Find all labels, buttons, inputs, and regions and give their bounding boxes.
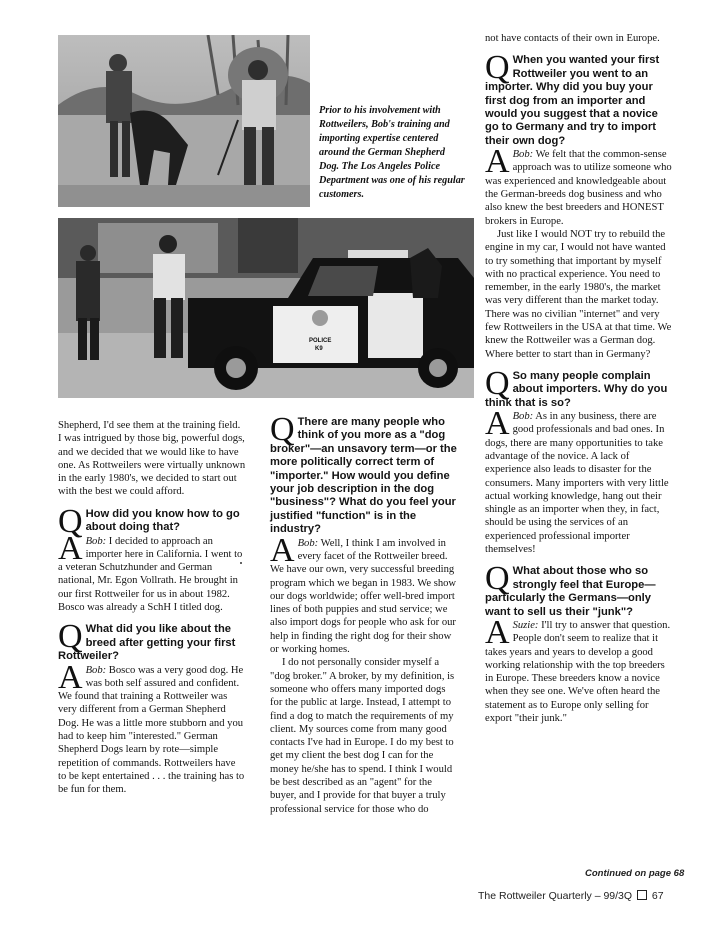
question-text: What about those who so strongly feel that Europe—particularly the Germans—only want to sell us their "junk"? (485, 565, 656, 618)
answer-text: Bosco was a very good dog. He was both self assured and confident. We found that training a Rottweiler was very different from a German Shepherd Dog. He was a little more stubborn and you had to keep him "interested." German Shepherd Dogs learn by rote—simple repetition of commands. Rottweilers have to be kept entertained . . . the training has to be fun for them. (58, 664, 245, 796)
col3-intro: not have contacts of their own in Europe. (485, 33, 660, 44)
q-initial: Q (58, 502, 83, 540)
a-initial: A (270, 531, 295, 569)
answer-3-continued: I do not personally consider myself a "dog broker." A broker, by my definition, is someone who offers many imported dogs for the public at large. Instead, I attempt to find a dog to match the requirements of my client. My sources come from many good contacts I've had in Europe. I do my best to get my client the best dog I can for the money he/she has to spend. I think I would be best described as an "agent" for the buyer, and I provide for that buyer a truly professional service for those who do (270, 657, 455, 815)
question-1 (58, 502, 246, 540)
col1-intro: Shepherd, I'd see them at the training field. I was intrigued by those big, powerful dogs, and we decided that we would like to have one. As Rottweilers were virtually unknown in the early 1980's, we decided to start out with the best we could afford. (58, 420, 246, 498)
speaker: Bob: (297, 537, 319, 549)
question-5 (485, 364, 673, 410)
page-footer (478, 890, 664, 902)
question-2 (58, 618, 246, 663)
answer-text: We felt that the common-sense approach was to utilize someone who was experienced and knowledgeable about the German-breeds dog business and who also knew the best breeders and HONEST brokers in Europe. (485, 149, 672, 227)
answer-text: I'll try to answer that question. People don't seem to realize that it takes years and years to develop a good working relationship with the top breeders in Europe. These breeders know a novice when they see one. We've often heard the statement as to Europe only selling for export "their junk." (485, 620, 671, 725)
answer-4 (485, 143, 673, 228)
a-initial: A (58, 658, 83, 696)
publication-name: The Rottweiler Quarterly – 99/3Q (478, 890, 633, 902)
square-icon (637, 890, 647, 900)
q-initial: Q (270, 411, 295, 448)
photo-dog-training (58, 35, 310, 207)
answer-text: As in any business, there are good professionals and bad ones. In dogs, there are many opportunities to take advantage of the novice. A lack of experience also leads to disaster for the consumers. Many importers with very little actual working knowledge, hang out their shingle as an importer when they, in fact, should be using the services of an experienced professional importer themselves! (485, 411, 669, 556)
answer-text: Well, I think I am involved in every facet of the Rottweiler breed. We have our own, very successful breeding program which we began in 1983. We show our dogs worldwide; offer well-bred import lines of both puppies and stud service; we also import dogs for people who ask for our help in finding the right dog for their show or working homes. (270, 537, 457, 656)
answer-3 (270, 531, 460, 657)
continued-note: Continued on page 68 (585, 868, 685, 879)
column-1 (58, 419, 246, 797)
question-6 (485, 560, 673, 619)
q-initial: Q (485, 560, 510, 598)
question-text: So many people complain about importers. Why do you think that is so? (485, 369, 668, 409)
car-door-text-1: POLICE (309, 338, 332, 344)
speaker: Bob: (512, 411, 534, 423)
speaker: Suzie: (512, 620, 539, 631)
photo-caption: Prior to his involvement with Rottweilers, Bob's training and importing expertise centered around the German Shepherd Dog. The Los Angeles Police Department was one of his regular customers. (319, 105, 465, 200)
answer-text: I decided to approach an importer here in California. I went to a veteran Schutzhunder and German national, Mr. Egon Vollrath. He brought in our first Rottweiler for us in about 1982. Bosco was already a SchH I titled dog. (58, 535, 243, 614)
q-initial: Q (485, 49, 510, 87)
a-initial: A (485, 614, 510, 651)
question-text: There are many people who think of you more as a "dog broker"—an unsavory term—or the more politically correct term of "importer." How would you define your job description in the dog "business"? What do you feel your justified "function" is in the industry? (270, 416, 457, 536)
question-4 (485, 49, 673, 148)
column-3 (485, 32, 673, 725)
column-2 (270, 411, 460, 816)
answer-2 (58, 658, 246, 797)
car-door-text-2: K9 (315, 346, 323, 352)
a-initial: A (58, 529, 83, 567)
answer-1 (58, 529, 246, 615)
q-initial: Q (58, 618, 83, 656)
question-text: How did you know how to go about doing that? (85, 507, 240, 534)
a-initial: A (485, 143, 510, 181)
question-text: What did you like about the breed after getting your first Rottweiler? (58, 623, 236, 663)
page-number: 67 (651, 890, 664, 902)
q-initial: Q (485, 364, 510, 402)
speaker: Bob: (512, 149, 534, 161)
question-3 (270, 411, 460, 537)
answer-5 (485, 405, 673, 556)
speaker: Bob: (85, 664, 107, 676)
answer-4-continued: Just like I would NOT try to rebuild the engine in my car, I would not have wanted to try something that important by myself with no practical experience. You need to remember, in the early 1980's, the market was very different than the market today. There was no civilian "internet" and very few Rottweilers in the USA at that time. We knew the Rottweiler was a German dog. Where better to start than in Germany? (485, 228, 672, 360)
question-text: When you wanted your first Rottweiler you went to an importer. Why did you buy your first dog from an importer and would you suggest that a novice go to Germany and try to import their own dog? (485, 54, 660, 147)
answer-6 (485, 614, 673, 725)
photo-police-car (58, 218, 474, 398)
a-initial: A (485, 405, 510, 443)
speaker: Bob: (85, 535, 107, 547)
print-speck (240, 562, 242, 564)
